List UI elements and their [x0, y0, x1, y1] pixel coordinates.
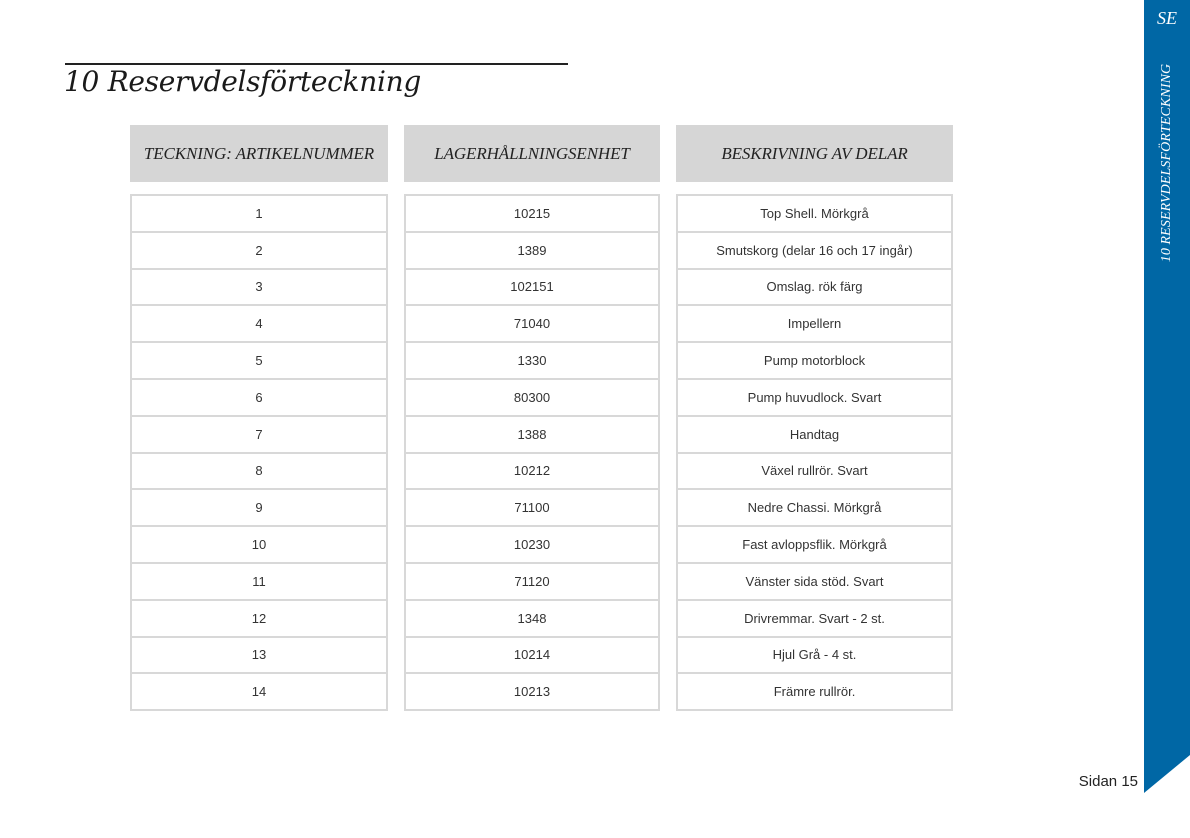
sku-cell: 10215 [404, 194, 660, 233]
column-description [676, 125, 953, 711]
drawing-number-cell: 8 [130, 454, 388, 491]
column-sku [404, 125, 660, 711]
language-code: SE [1157, 8, 1177, 28]
description-cell: Handtag [676, 417, 953, 454]
column-header-description: BESKRIVNING AV DELAR [676, 125, 953, 182]
sku-cell: 10230 [404, 527, 660, 564]
column-drawing-number [130, 125, 388, 711]
description-cell: Nedre Chassi. Mörkgrå [676, 490, 953, 527]
drawing-number-cell: 4 [130, 306, 388, 343]
drawing-number-cell: 1 [130, 194, 388, 233]
sku-cell: 71100 [404, 490, 660, 527]
drawing-number-cell: 10 [130, 527, 388, 564]
drawing-number-cell: 11 [130, 564, 388, 601]
drawing-number-cell: 7 [130, 417, 388, 454]
drawing-number-cell: 13 [130, 638, 388, 675]
description-cell: Smutskorg (delar 16 och 17 ingår) [676, 233, 953, 270]
sku-cell: 102151 [404, 270, 660, 307]
description-cell: Hjul Grå - 4 st. [676, 638, 953, 675]
drawing-number-cell: 12 [130, 601, 388, 638]
description-cell: Fast avloppsflik. Mörkgrå [676, 527, 953, 564]
description-cell: Pump motorblock [676, 343, 953, 380]
side-section-label: 10 RESERVDELSFÖRTECKNING [1159, 63, 1174, 263]
description-cell: Impellern [676, 306, 953, 343]
sku-cell: 10213 [404, 674, 660, 711]
description-cell: Pump huvudlock. Svart [676, 380, 953, 417]
drawing-number-cell: 6 [130, 380, 388, 417]
column-body-description [676, 194, 953, 711]
column-body-sku [404, 194, 660, 711]
sku-cell: 1348 [404, 601, 660, 638]
drawing-number-cell: 9 [130, 490, 388, 527]
sku-cell: 10214 [404, 638, 660, 675]
sku-cell: 71040 [404, 306, 660, 343]
page-number: Sidan 15 [1078, 773, 1138, 790]
sku-cell: 71120 [404, 564, 660, 601]
page-title: 10 Reservdelsförteckning [64, 65, 421, 98]
column-header-drawing-number: TECKNING: ARTIKELNUMMER [130, 125, 388, 182]
description-cell: Vänster sida stöd. Svart [676, 564, 953, 601]
description-cell: Top Shell. Mörkgrå [676, 194, 953, 233]
description-cell: Drivremmar. Svart - 2 st. [676, 601, 953, 638]
sku-cell: 1388 [404, 417, 660, 454]
drawing-number-cell: 3 [130, 270, 388, 307]
sku-cell: 10212 [404, 454, 660, 491]
drawing-number-cell: 5 [130, 343, 388, 380]
description-cell: Främre rullrör. [676, 674, 953, 711]
sku-cell: 80300 [404, 380, 660, 417]
sku-cell: 1389 [404, 233, 660, 270]
column-header-sku: LAGERHÅLLNINGSENHET [404, 125, 660, 182]
drawing-number-cell: 14 [130, 674, 388, 711]
description-cell: Växel rullrör. Svart [676, 454, 953, 491]
description-cell: Omslag. rök färg [676, 270, 953, 307]
drawing-number-cell: 2 [130, 233, 388, 270]
column-body-drawing-number [130, 194, 388, 711]
sku-cell: 1330 [404, 343, 660, 380]
